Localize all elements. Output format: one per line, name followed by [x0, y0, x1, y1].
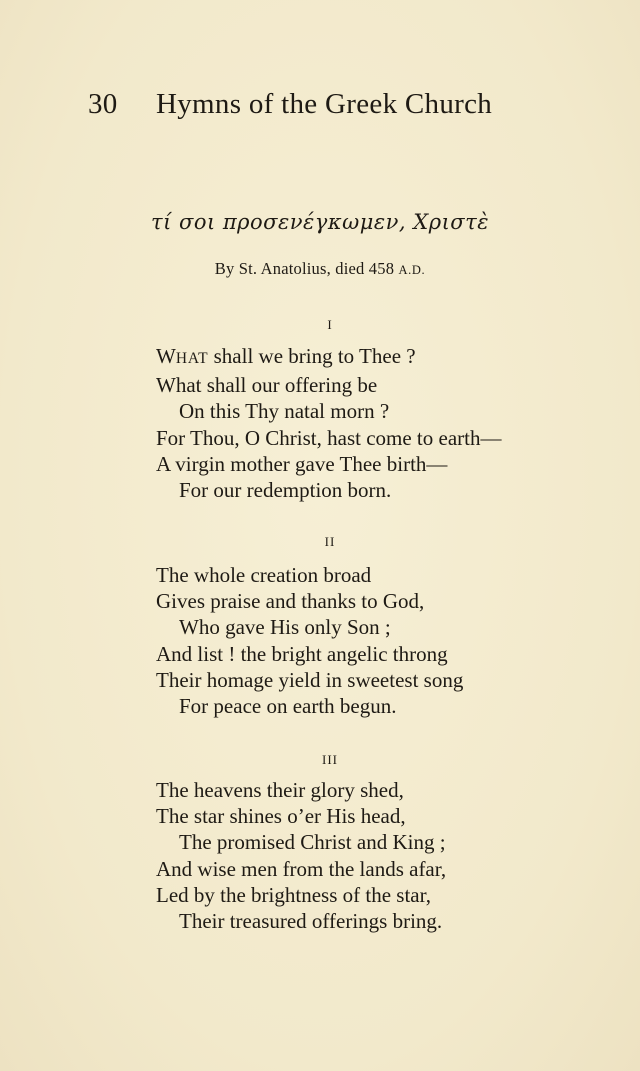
verse-line: On this Thy natal morn ?: [179, 399, 390, 424]
hymn-greek-title: τί σοι προσενέγκωμεν, Χριστὲ: [150, 210, 490, 234]
attribution-text: By St. Anatolius, died 458: [214, 259, 399, 278]
verse-line: Led by the brightness of the star,: [156, 882, 432, 907]
verse-line: For peace on earth begun.: [179, 694, 397, 719]
attribution-era: A.D.: [398, 263, 426, 277]
verse-line: And list ! the bright angelic throng: [156, 641, 448, 666]
running-title: Hymns of the Greek Church: [156, 88, 493, 120]
verse-line: The promised Christ and King ;: [179, 830, 446, 855]
page-number: 30: [88, 88, 118, 120]
verse-line: [156, 343, 502, 372]
stanza-3: [156, 777, 446, 934]
running-head: [88, 88, 600, 121]
verse-line: And wise men from the lands afar,: [156, 856, 447, 881]
verse-line: The heavens their glory shed,: [156, 778, 404, 802]
hymn-attribution: [0, 259, 640, 279]
stanza-number-3: III: [322, 752, 338, 767]
stanza-1: [156, 343, 502, 503]
verse-line: Their treasured offerings bring.: [179, 909, 443, 934]
verse-line: What shall our offering be: [156, 373, 378, 398]
verse-line: A virgin mother gave Thee birth—: [156, 451, 448, 476]
verse-line: Their homage yield in sweetest song: [156, 667, 464, 692]
verse-line: The star shines o’er His head,: [156, 804, 406, 829]
small-caps-word: HAT: [175, 350, 209, 367]
verse-line-text: shall we bring to Thee ?: [208, 344, 416, 368]
verse-line: For Thou, O Christ, hast come to earth—: [156, 425, 502, 450]
stanza-number-2: II: [324, 534, 336, 549]
verse-line: Who gave His only Son ;: [179, 615, 391, 640]
verse-line: The whole creation broad: [156, 563, 372, 587]
drop-cap: W: [156, 344, 176, 368]
stanza-number-1: I: [327, 317, 333, 332]
verse-line: Gives praise and thanks to God,: [156, 589, 425, 614]
stanza-2: [156, 562, 463, 719]
verse-line: For our redemption born.: [179, 478, 392, 503]
